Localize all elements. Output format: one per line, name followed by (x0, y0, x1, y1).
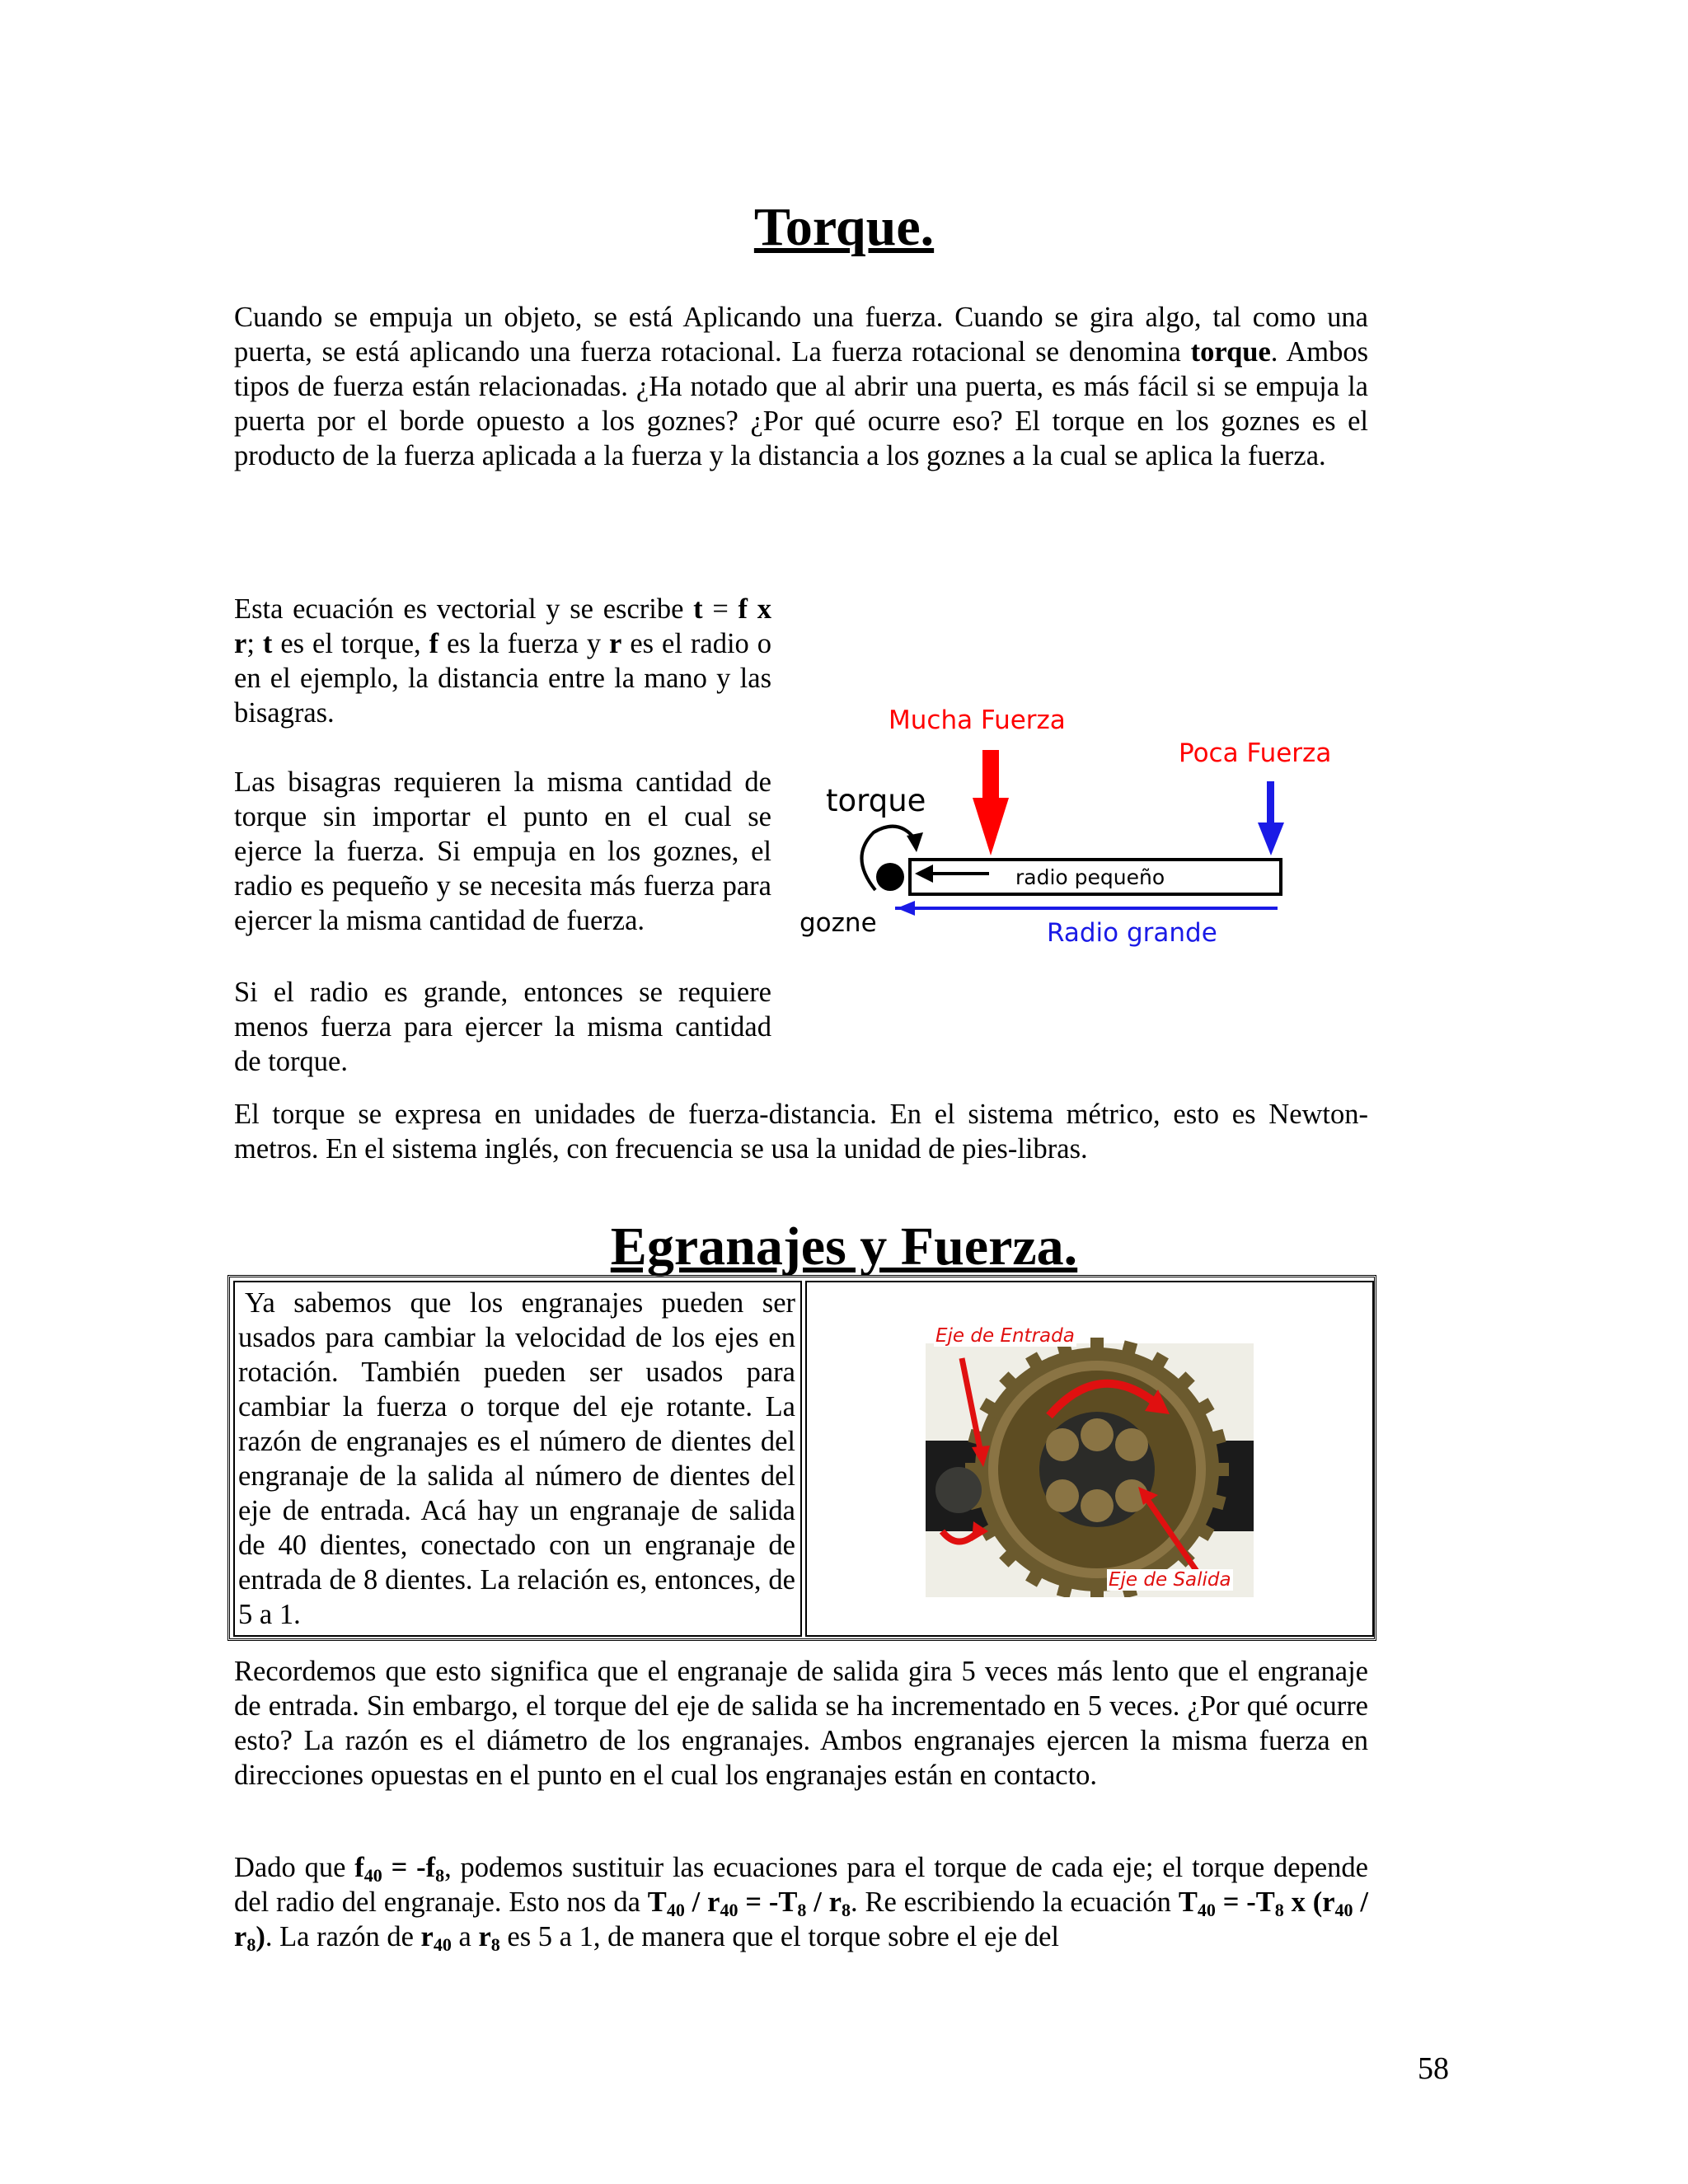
text-run: f x r (234, 593, 771, 659)
text-run: T (1178, 1886, 1198, 1918)
text-run: 8 (797, 1900, 807, 1920)
text-run: es el radio o en el ejemplo, la distancia entre la mano y las bisagras. (234, 628, 771, 729)
text-run: x (r (1283, 1886, 1335, 1918)
text-run: T (647, 1886, 667, 1918)
text-run: 40 (363, 1865, 382, 1886)
torque-label: torque (826, 783, 926, 818)
text-run: 40 (666, 1900, 685, 1920)
text-run: es 5 a 1, de manera que el torque sobre el eje del (499, 1921, 1059, 1952)
text-run: torque (1190, 336, 1271, 368)
text-run: es la fuerza y (438, 628, 610, 659)
text-run: 40 (1197, 1900, 1216, 1920)
final-paragraph (234, 1850, 1368, 1954)
text-run: 8 (435, 1865, 445, 1886)
equation-paragraph (234, 592, 771, 730)
eje-entrada-label: Eje de Entrada (935, 1325, 1075, 1347)
gears-photo-cell (805, 1281, 1374, 1637)
recall-paragraph: Recordemos que esto significa que el engranaje de salida gira 5 veces más lento que el engranaje de entrada. Sin embargo, el torque del eje de salida se ha incrementado en 5 veces. ¿Por qué ocurre esto? La razón es el diámetro de los engranajes. Ambos engranajes ejercen la misma fuerza en direcciones opuestas en el punto en el cual los engranajes están en contacto. (234, 1656, 1368, 1791)
text-run: = (702, 593, 738, 625)
text-run: f (429, 628, 439, 659)
gears-box-text: Ya sabemos que los engranajes pueden ser usados para cambiar la velocidad de los ejes en rotación. También pueden ser usados para cambiar la fuerza o torque del eje rotante. La razón de engranajes es el número de dientes del engranaje de la salida al número de dientes del eje de entrada. Acá hay un engranaje de salida de 40 dientes, conectado con un engranaje de entrada de 8 dientes. La relación es, entonces, de 5 a 1. (238, 1287, 795, 1630)
text-run: 40 (433, 1934, 452, 1955)
page-title: Torque. (753, 197, 935, 257)
text-run: r (609, 628, 622, 659)
intro-paragraph (234, 300, 1368, 473)
radio-pequeno-label: radio pequeño (1015, 865, 1165, 889)
text-run: / r (806, 1886, 842, 1918)
page-number: 58 (1418, 2051, 1449, 2086)
text-run: es el torque, (272, 628, 429, 659)
text-run: ; (246, 628, 263, 659)
large-radius-paragraph: Si el radio es grande, entonces se requiere menos fuerza para ejercer la misma cantidad de torque. (234, 977, 771, 1077)
text-run: = -T (738, 1886, 798, 1918)
gear-photo-graphic (926, 1325, 1254, 1597)
mucha-fuerza-arrow (982, 750, 999, 799)
hinges-paragraph: Las bisagras requieren la misma cantidad de torque sin importar el punto en el cual se ejerce la fuerza. Si empuja en los goznes, el radio es pequeño y se necesita más fuerza para ejercer la misma cantidad de fuerza. (234, 766, 771, 936)
text-run: / r (234, 1886, 1368, 1952)
gears-table (227, 1275, 1376, 1641)
text-run: 40 (720, 1900, 738, 1920)
gozne-label: gozne (799, 908, 877, 938)
text-run: a (451, 1921, 479, 1952)
text-run: 8 (246, 1934, 256, 1955)
text-run: / r (684, 1886, 720, 1918)
units-paragraph: El torque se expresa en unidades de fuerza-distancia. En el sistema métrico, esto es Newton-metros. En el sistema inglés, con frecuencia se usa la unidad de pies-libras. (234, 1099, 1368, 1165)
text-run: Cuando se empuja un objeto, se está Aplicando una fuerza. Cuando se gira algo, tal como una puerta, se está aplicando una fuerza rotacional. La fuerza rotacional se denomina (234, 302, 1368, 368)
text-run: 8 (842, 1900, 851, 1920)
eje-salida-label: Eje de Salida (1109, 1569, 1231, 1591)
mucha-fuerza-label: Mucha Fuerza (889, 705, 1066, 735)
text-run: ) (256, 1921, 265, 1952)
radio-grande-label: Radio grande (1047, 918, 1217, 948)
gear-photo (926, 1325, 1254, 1597)
text-run: . Re escribiendo la ecuación (851, 1886, 1179, 1918)
text-run: 8 (1274, 1900, 1284, 1920)
text-run: r (420, 1921, 434, 1952)
hinge-dot (876, 863, 904, 891)
text-run: 8 (490, 1934, 500, 1955)
text-run: = -T (1215, 1886, 1275, 1918)
gears-section-title: Egranajes y Fuerza. (610, 1216, 1078, 1277)
text-run: t (693, 593, 703, 625)
text-run: = -f (382, 1852, 436, 1883)
text-run: Dado que (234, 1852, 355, 1883)
text-run: r (478, 1921, 491, 1952)
poca-fuerza-arrow (1267, 781, 1274, 824)
torque-diagram (791, 701, 1368, 964)
text-run: t (262, 628, 273, 659)
text-run: 40 (1334, 1900, 1353, 1920)
text-run: . Ambos tipos de fuerza están relacionadas. ¿Ha notado que al abrir una puerta, es más fácil si se empuja la puerta por el borde opuesto a los goznes? ¿Por qué ocurre eso? El torque en los goznes es el producto de la fuerza aplicada a la fuerza y la distancia a los goznes a la cual se aplica la fuerza. (234, 336, 1368, 471)
text-run: Esta ecuación es vectorial y se escribe (234, 593, 694, 625)
text-run: . La razón de (265, 1921, 421, 1952)
gears-text-cell (233, 1281, 802, 1637)
text-run: f (354, 1852, 364, 1883)
poca-fuerza-label: Poca Fuerza (1179, 738, 1332, 768)
text-run: , podemos sustituir las ecuaciones para el torque de cada eje; el torque depende del radio del engranaje. Esto nos da (234, 1852, 1368, 1918)
